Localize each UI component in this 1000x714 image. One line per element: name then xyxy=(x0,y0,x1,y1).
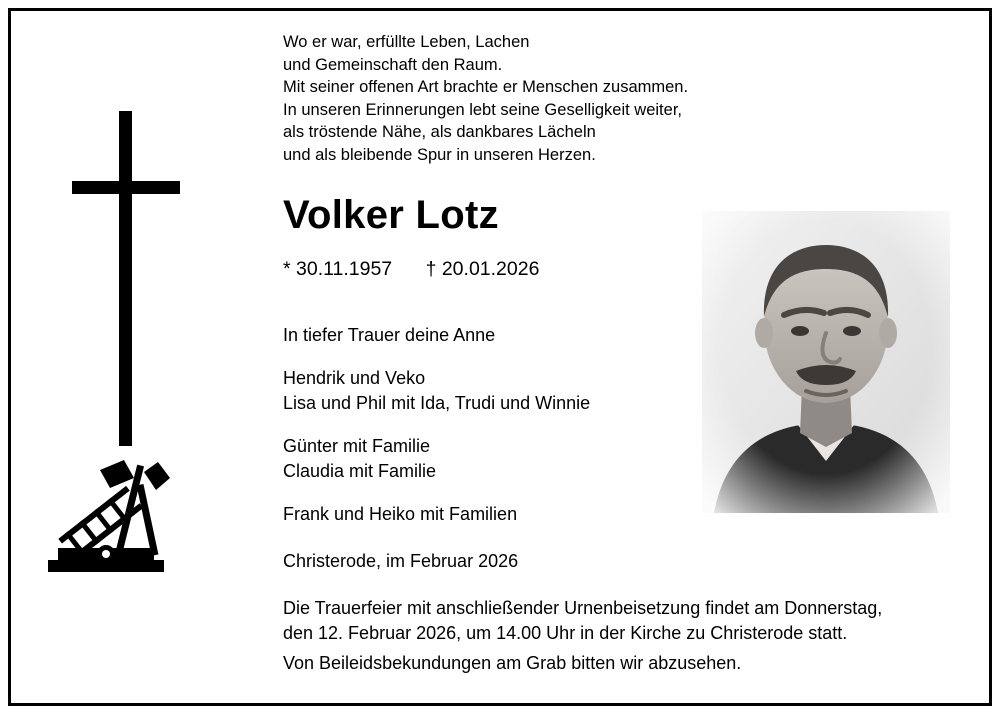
cross-horizontal-bar xyxy=(72,181,180,194)
ceremony-line: den 12. Februar 2026, um 14.00 Uhr in der Kirche zu Christerode statt. xyxy=(283,623,848,643)
portrait-photo xyxy=(702,211,950,513)
mourner-group xyxy=(283,366,703,417)
place-and-date: Christerode, im Februar 2026 xyxy=(283,551,519,571)
mourner-group xyxy=(283,434,703,485)
fire-brigade-emblem-icon xyxy=(40,454,218,594)
verse-line: Mit seiner offenen Art brachte er Menschen zusammen. xyxy=(283,78,689,96)
cross-vertical-bar xyxy=(119,111,132,446)
mourner-group xyxy=(283,323,703,349)
ceremony-line: Die Trauerfeier mit anschließender Urnenbeisetzung findet am Donnerstag, xyxy=(283,598,883,618)
verse-line: Wo er war, erfüllte Leben, Lachen xyxy=(283,33,530,51)
mourner-line: Frank und Heiko mit Familien xyxy=(283,503,518,524)
verse-line: als tröstende Nähe, als dankbares Lächeln xyxy=(283,123,596,141)
mourner-line: Hendrik und Veko xyxy=(283,367,426,388)
ceremony-details xyxy=(283,596,983,646)
mourner-line: In tiefer Trauer deine Anne xyxy=(283,325,496,345)
mourner-line: Claudia mit Familie xyxy=(283,461,437,481)
death-date: † 20.01.2026 xyxy=(425,258,540,280)
verse-line: und als bleibende Spur in unseren Herzen. xyxy=(283,145,596,164)
deceased-name: Volker Lotz xyxy=(283,193,499,237)
life-dates xyxy=(283,258,539,281)
no-condolences-note: Von Beileidsbekundungen am Grab bitten wir abzusehen. xyxy=(283,653,742,673)
mourner-group xyxy=(283,502,703,528)
page-content xyxy=(11,11,989,703)
mourner-line: Lisa und Phil mit Ida, Trudi und Winnie xyxy=(283,393,591,413)
symbol-column xyxy=(40,61,220,594)
memorial-verse xyxy=(283,31,923,166)
verse-line: In unseren Erinnerungen lebt seine Geselligkeit weiter, xyxy=(283,100,682,119)
verse-line: und Gemeinschaft den Raum. xyxy=(283,55,503,74)
birth-date: * 30.11.1957 xyxy=(283,258,393,280)
mourners-list xyxy=(283,323,703,527)
cross-icon xyxy=(40,61,218,446)
mourner-line: Günter mit Familie xyxy=(283,435,431,456)
